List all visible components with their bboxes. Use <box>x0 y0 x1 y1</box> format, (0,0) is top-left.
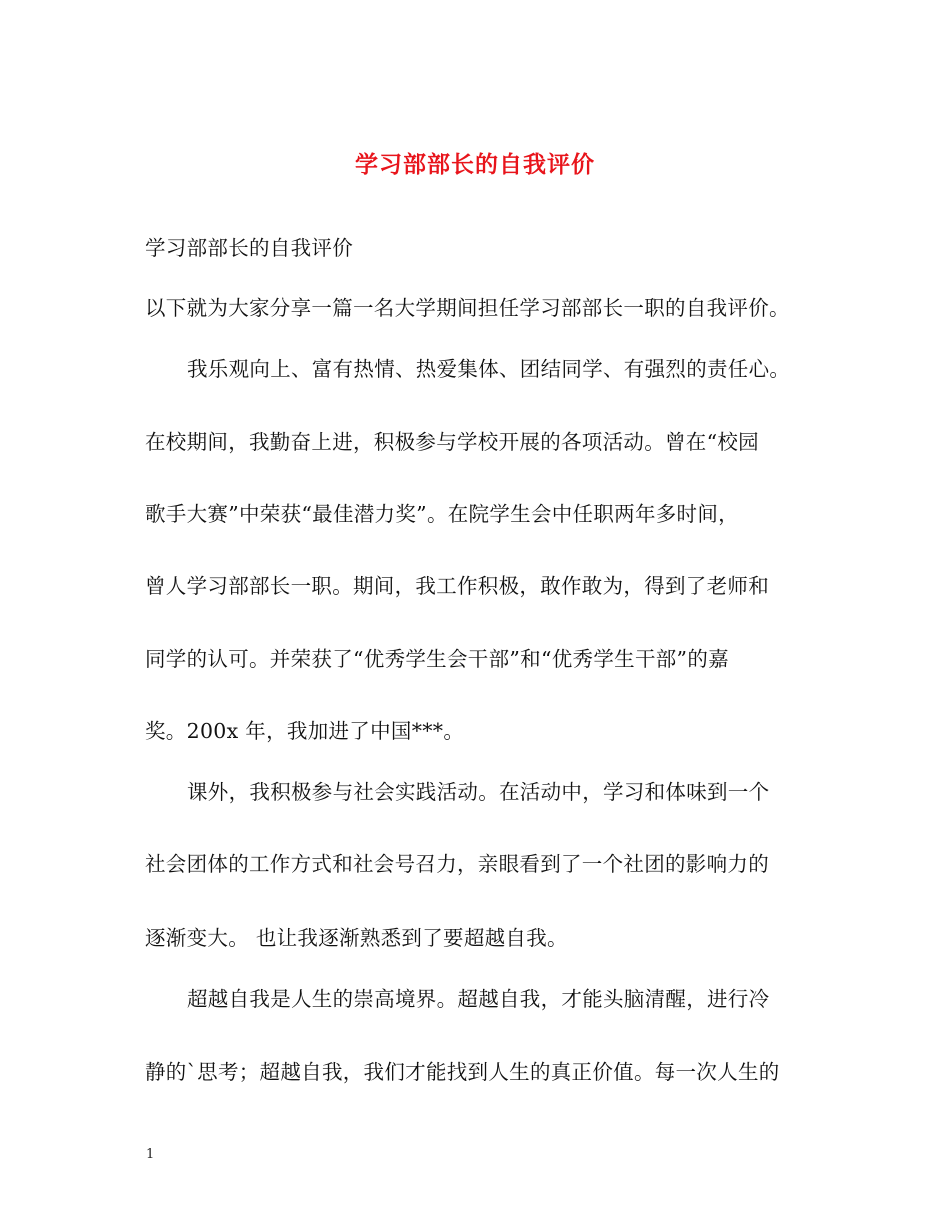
text-line: 以下就为大家分享一篇一名大学期间担任学习部部长一职的自我评价。 <box>145 296 790 320</box>
text-line: 奖。200x 年，我加进了中国***。 <box>145 719 465 743</box>
text-line: 超越自我是人生的崇高境界。超越自我，才能头脑清醒，进行冷 <box>187 987 770 1011</box>
text-line: 静的`思考；超越自我，我们才能找到人生的真正价值。每一次人生的 <box>145 1060 780 1084</box>
text-line: 同学的认可。并荣获了“优秀学生会干部”和“优秀学生干部”的嘉 <box>145 647 729 671</box>
text-line: 我乐观向上、富有热情、热爱集体、团结同学、有强烈的责任心。 <box>187 357 791 381</box>
text-line: 课外，我积极参与社会实践活动。在活动中，学习和体味到一个 <box>187 780 770 804</box>
text-line: 在校期间，我勤奋上进，积极参与学校开展的各项活动。曾在“校园 <box>145 430 759 454</box>
page-number: 1 <box>146 1147 155 1162</box>
text-line: 社会团体的工作方式和社会号召力，亲眼看到了一个社团的影响力的 <box>145 852 769 876</box>
text-line: 歌手大赛”中荣获“最佳潜力奖”。在院学生会中任职两年多时间， <box>145 502 739 526</box>
document-subtitle: 学习部部长的自我评价 <box>145 236 353 260</box>
text-line: 逐渐变大。 也让我逐渐熟悉到了要超越自我。 <box>145 926 568 950</box>
text-line: 曾人学习部部长一职。期间，我工作积极，敢作敢为，得到了老师和 <box>145 574 769 598</box>
page-title: 学习部部长的自我评价 <box>355 151 595 178</box>
